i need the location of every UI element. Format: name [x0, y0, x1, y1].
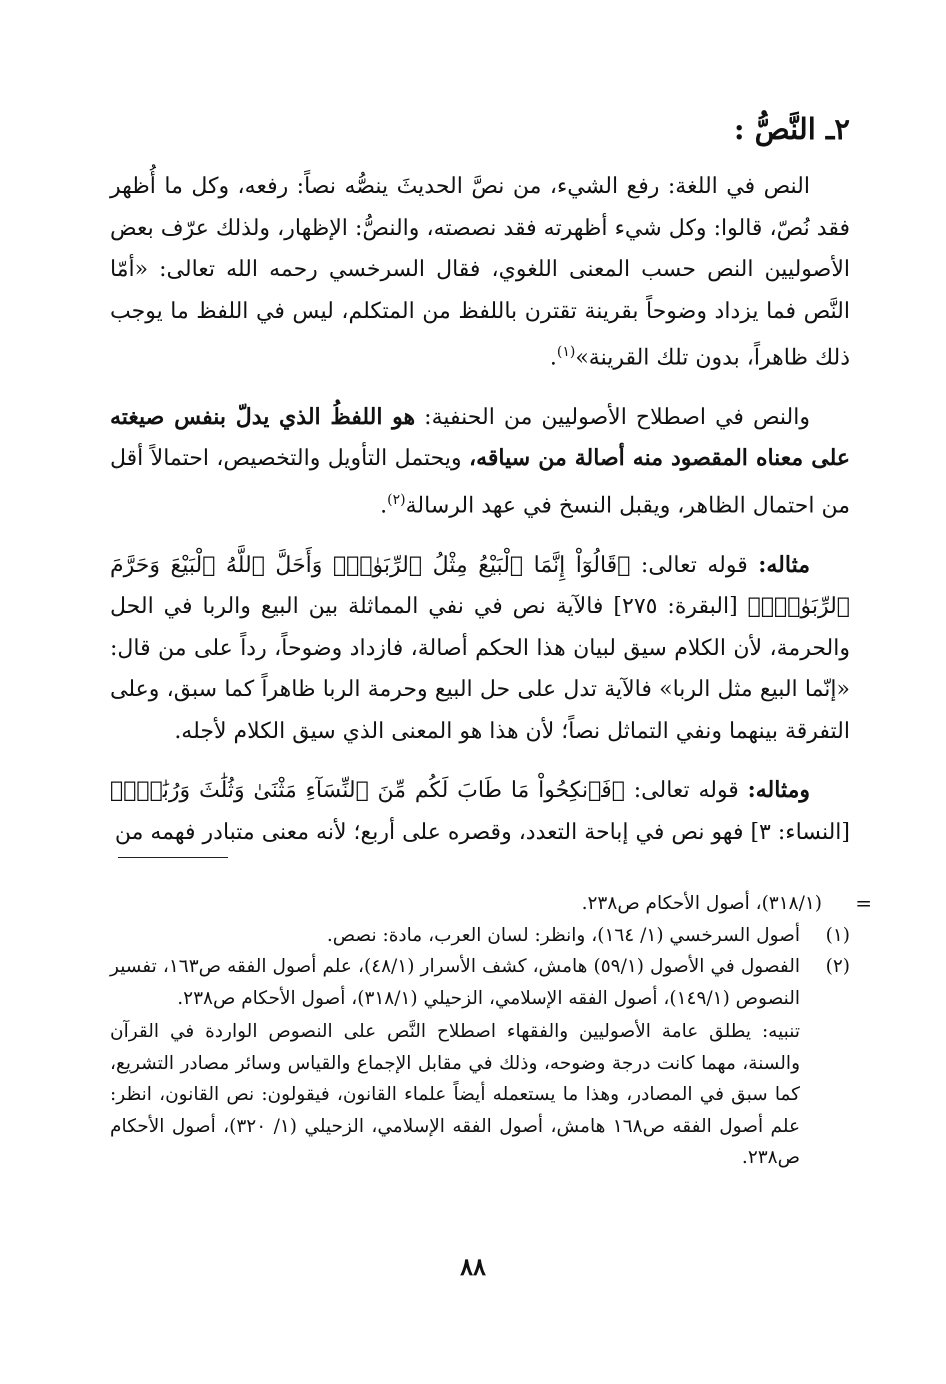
footnotes — [110, 888, 872, 1174]
footnote-remark: تنبيه: يطلق عامة الأصوليين والفقهاء اصطلاح النَّص على النصوص الواردة في القرآن والسنة، مهما كانت درجة وضوحه، وذلك في مقابل الإجماع والقياس وسائر مصادر التشريع، كما سبق في المصادر، وهذا ما يستعمله أيضاً علماء القانون، فيقولون: نص القانون، انظر: علم أصول الفقه ص١٦٨ هامش، أصول الفقه الإسلامي، الزحيلي (١/ ٣٢٠)، أصول الأحكام ص٢٣٨. — [110, 1021, 800, 1168]
paragraph-text: قوله تعالى: ﴿قَالُوٓاْ إِنَّمَا ٱلْبَيْعُ مِثْلُ ٱلرِّبَوٰاْۗ وَأَحَلَّ ٱللَّهُ ٱلْبَيْعَ وَحَرَّمَ ٱلرِّبَوٰاْۚ﴾ [البقرة: ٢٧٥] فالآية نص في نفي المماثلة بين البيع والربا في الحل والحرمة، لأن الكلام سيق لبيان هذا الحكم أصالة، فازداد وضوحاً، رداً على من قال: «إنّما البيع مثل الربا» فالآية تدل على حل البيع وحرمة الربا ظاهراً كما سبق، وعلى التفرقة بينهما ونفي التماثل نصاً؛ لأن هذا هو المعنى الذي سيق الكلام لأجله. — [110, 552, 850, 744]
paragraph-text: قوله تعالى: ﴿فَٱنكِحُواْ مَا طَابَ لَكُم مِّنَ ٱلنِّسَآءِ مَثْنَىٰ وَثُلَٰثَ وَرُبَٰعَۖ﴾ [النساء: ٣] فهو نص في إباحة التعدد، وقصره على أربع؛ لأنه معنى متبادر فهمه من — [110, 778, 850, 845]
footnote-ref-2: (٢) — [387, 491, 406, 508]
paragraph-linguistic-definition — [110, 166, 850, 379]
definition-bold: هو اللفظُ الذي يدلّ بنفس صيغته على معناه المقصود منه أصالة من سياقه، — [110, 403, 850, 472]
footnote-mark: = — [855, 891, 872, 915]
period: . — [380, 493, 388, 519]
paragraph-text: ويحتمل التأويل والتخصيص، احتمالاً أقل من احتمال الظاهر، ويقبل النسخ في عهد الرسالة — [110, 446, 850, 519]
footnote-2 — [110, 951, 850, 1014]
paragraph-example-1 — [110, 545, 850, 753]
footnote-text: أصول السرخسي (١/ ١٦٤)، وانظر: لسان العرب، مادة: نصص. — [326, 924, 800, 946]
footnote-ref-1: (١) — [556, 344, 576, 360]
footnote-text: (٣١٨/١)، أصول الأحكام ص٢٣٨. — [581, 893, 822, 914]
footnote-text: الفصول في الأصول (٥٩/١) هامش، كشف الأسرار (٤٨/١)، علم أصول الفقه ص١٦٣، تفسير النصوص (١٤٩/١)، أصول الفقه الإسلامي، الزحيلي (٣١٨/١)، أصول الأحكام ص٢٣٨. — [110, 956, 801, 1009]
footnote-separator — [118, 857, 228, 858]
paragraph-text: والنص في اصطلاح الأصوليين من الحنفية: — [424, 404, 810, 430]
footnote-mark: (٢) — [825, 956, 850, 977]
footnote-1 — [110, 920, 850, 952]
footnote-mark: (١) — [825, 924, 850, 946]
paragraph-example-2 — [110, 770, 850, 853]
example-label: ومثاله: — [747, 777, 810, 804]
footnote-continuation — [110, 888, 872, 920]
page-number: ٨٨ — [460, 1252, 486, 1281]
main-text — [110, 166, 850, 865]
paragraph-technical-definition — [110, 397, 850, 527]
paragraph-text: النص في اللغة: رفع الشيء، من نصَّ الحديثَ ينصُّه نصاً: رفعه، وكل ما أُظهر فقد نُصّ، قالوا: وكل شيء أظهرته فقد نصصته، والنصُّ: الإظهار، ولذلك عرّف بعض الأصوليين النص حسب المعنى اللغوي، فقال السرخسي رحمه الله تعالى: «أمّا النَّص فما يزداد وضوحاً بقرينة تقترن باللفظ من المتكلم، ليس في اللفظ ما يوجب ذلك ظاهراً، بدون تلك القرينة» — [110, 174, 850, 371]
section-heading: ٢ـ النَّصُّ : — [733, 112, 850, 146]
period: . — [549, 345, 557, 371]
example-label: مثاله: — [758, 551, 810, 578]
